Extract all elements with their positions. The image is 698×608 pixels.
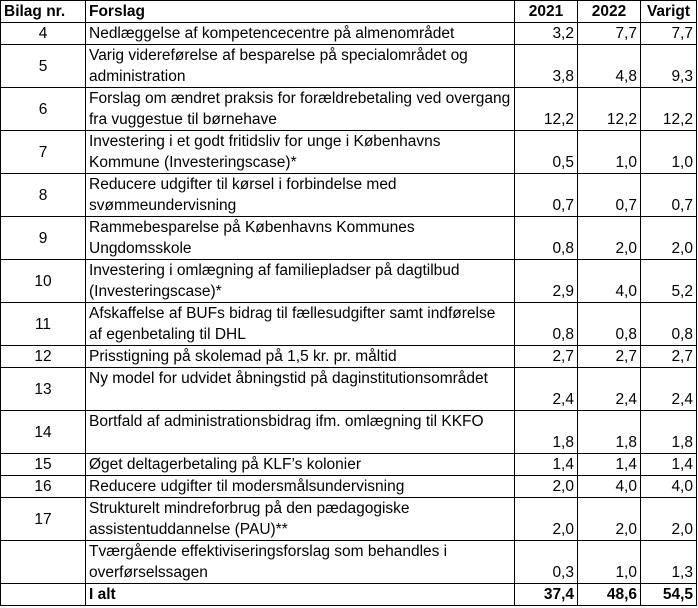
- forslag-cell: Afskaffelse af BUFs bidrag til fællesudgifter samt indførelse af egenbetaling til DHL: [86, 303, 515, 346]
- value-varigt-cell: 2,7: [641, 346, 697, 368]
- value-2021-cell: 0,8: [515, 303, 578, 346]
- bilag-cell: 13: [1, 368, 86, 411]
- total-label: I alt: [86, 584, 515, 606]
- bilag-cell: 12: [1, 346, 86, 368]
- forslag-cell: Investering i omlægning af familiepladser på dagtilbud (Investeringscase)*: [86, 260, 515, 303]
- value-2021-cell: 2,9: [515, 260, 578, 303]
- forslag-cell: Forslag om ændret praksis for forældrebetaling ved overgang fra vuggestue til børnehave: [86, 88, 515, 131]
- header-row: [1, 1, 697, 23]
- forslag-cell: Prisstigning på skolemad på 1,5 kr. pr. måltid: [86, 346, 515, 368]
- value-2022-cell: 1,8: [578, 411, 641, 454]
- value-2022-cell: 4,8: [578, 45, 641, 88]
- table-row: [1, 217, 697, 260]
- value-2021-cell: 3,8: [515, 45, 578, 88]
- value-varigt-cell: 1,4: [641, 454, 697, 476]
- value-2022-cell: 2,0: [578, 498, 641, 541]
- bilag-cell: 17: [1, 498, 86, 541]
- table-row: [1, 303, 697, 346]
- value-2021-cell: 0,3: [515, 541, 578, 584]
- total-bilag-cell: [1, 584, 86, 606]
- forslag-cell: Nedlæggelse af kompetencecentre på almenområdet: [86, 23, 515, 45]
- bilag-cell: 16: [1, 476, 86, 498]
- value-varigt-cell: 7,7: [641, 23, 697, 45]
- table-row: [1, 260, 697, 303]
- value-2022-cell: 1,0: [578, 541, 641, 584]
- value-varigt-cell: 0,8: [641, 303, 697, 346]
- value-2022-cell: 0,8: [578, 303, 641, 346]
- total-2022-cell: 48,6: [578, 584, 641, 606]
- forslag-cell: Rammebesparelse på Københavns Kommunes Ungdomsskole: [86, 217, 515, 260]
- value-varigt-cell: 2,4: [641, 368, 697, 411]
- bilag-cell: 8: [1, 174, 86, 217]
- forslag-cell: Ny model for udvidet åbningstid på daginstitutionsområdet: [86, 368, 515, 411]
- header-forslag: Forslag: [86, 1, 515, 23]
- value-2022-cell: 2,7: [578, 346, 641, 368]
- value-varigt-cell: 2,0: [641, 217, 697, 260]
- value-varigt-cell: 9,3: [641, 45, 697, 88]
- table-row: [1, 45, 697, 88]
- table-row: [1, 88, 697, 131]
- value-2021-cell: 0,5: [515, 131, 578, 174]
- value-varigt-cell: 1,0: [641, 131, 697, 174]
- bilag-cell: 15: [1, 454, 86, 476]
- value-2021-cell: 1,8: [515, 411, 578, 454]
- table-row: [1, 131, 697, 174]
- forslag-cell: Øget deltagerbetaling på KLF’s kolonier: [86, 454, 515, 476]
- value-2021-cell: 2,4: [515, 368, 578, 411]
- bilag-cell: 11: [1, 303, 86, 346]
- value-varigt-cell: 2,0: [641, 498, 697, 541]
- forslag-cell: Reducere udgifter til modersmålsundervisning: [86, 476, 515, 498]
- value-varigt-cell: 1,3: [641, 541, 697, 584]
- table-row: [1, 174, 697, 217]
- value-varigt-cell: 4,0: [641, 476, 697, 498]
- bilag-cell: 9: [1, 217, 86, 260]
- value-2022-cell: 1,4: [578, 454, 641, 476]
- value-varigt-cell: 0,7: [641, 174, 697, 217]
- table-row: [1, 346, 697, 368]
- table-row: [1, 411, 697, 454]
- value-2022-cell: 0,7: [578, 174, 641, 217]
- value-varigt-cell: 5,2: [641, 260, 697, 303]
- table-row: [1, 476, 697, 498]
- forslag-cell: Reducere udgifter til kørsel i forbindelse med svømmeundervisning: [86, 174, 515, 217]
- value-2021-cell: 2,0: [515, 498, 578, 541]
- value-2022-cell: 2,0: [578, 217, 641, 260]
- value-2022-cell: 2,4: [578, 368, 641, 411]
- value-2021-cell: 12,2: [515, 88, 578, 131]
- forslag-cell: Varig videreførelse af besparelse på specialområdet og administration: [86, 45, 515, 88]
- value-2022-cell: 4,0: [578, 260, 641, 303]
- header-bilag: Bilag nr.: [1, 1, 86, 23]
- table-row: [1, 454, 697, 476]
- forslag-cell: Strukturelt mindreforbrug på den pædagogiske assistentuddannelse (PAU)**: [86, 498, 515, 541]
- value-2021-cell: 2,7: [515, 346, 578, 368]
- total-varigt-cell: 54,5: [641, 584, 697, 606]
- table-row: [1, 368, 697, 411]
- header-varigt: Varigt: [641, 1, 697, 23]
- forslag-cell: Tværgående effektiviseringsforslag som behandles i overførselssagen: [86, 541, 515, 584]
- bilag-cell: 6: [1, 88, 86, 131]
- value-2021-cell: 2,0: [515, 476, 578, 498]
- table-row: [1, 498, 697, 541]
- bilag-cell: 10: [1, 260, 86, 303]
- header-2022: 2022: [578, 1, 641, 23]
- value-varigt-cell: 12,2: [641, 88, 697, 131]
- value-2021-cell: 0,7: [515, 174, 578, 217]
- value-2022-cell: 7,7: [578, 23, 641, 45]
- table-row: [1, 541, 697, 584]
- bilag-cell: 14: [1, 411, 86, 454]
- bilag-cell: 7: [1, 131, 86, 174]
- forslag-cell: Investering i et godt fritidsliv for unge i Københavns Kommune (Investeringscase)*: [86, 131, 515, 174]
- value-2022-cell: 1,0: [578, 131, 641, 174]
- bilag-cell: 5: [1, 45, 86, 88]
- forslag-cell: Bortfald af administrationsbidrag ifm. omlægning til KKFO: [86, 411, 515, 454]
- bilag-cell: [1, 541, 86, 584]
- value-2022-cell: 12,2: [578, 88, 641, 131]
- bilag-cell: 4: [1, 23, 86, 45]
- total-2021-cell: 37,4: [515, 584, 578, 606]
- total-row: [1, 584, 697, 606]
- value-2022-cell: 4,0: [578, 476, 641, 498]
- table-row: [1, 23, 697, 45]
- value-2021-cell: 0,8: [515, 217, 578, 260]
- value-2021-cell: 1,4: [515, 454, 578, 476]
- value-2021-cell: 3,2: [515, 23, 578, 45]
- value-varigt-cell: 1,8: [641, 411, 697, 454]
- header-2021: 2021: [515, 1, 578, 23]
